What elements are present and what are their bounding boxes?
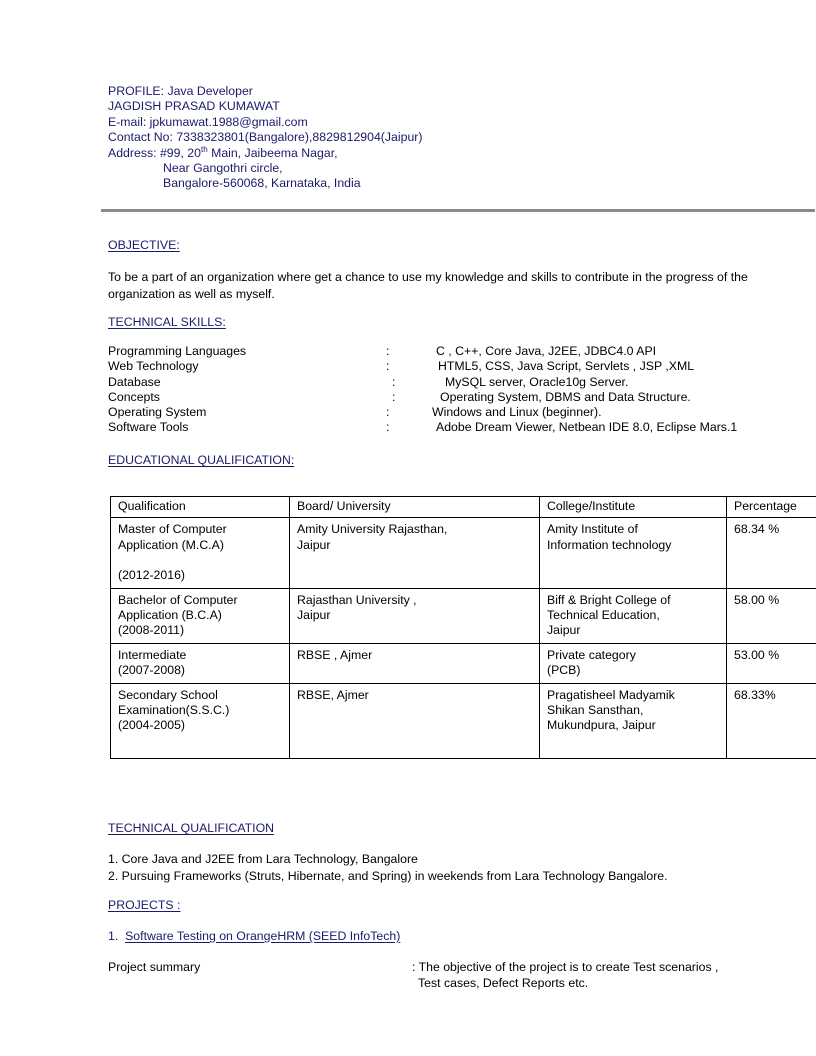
- cell-qualification: Bachelor of Computer Application (B.C.A) (2008-2011): [111, 588, 290, 643]
- column-header-qualification: Qualification: [111, 497, 290, 518]
- skill-value: MySQL server, Oracle10g Server.: [445, 374, 629, 389]
- cell-college: Private category (PCB): [540, 643, 727, 683]
- address-label: Address: #99, 20: [108, 145, 201, 160]
- project-item-title: Software Testing on OrangeHRM (SEED InfoTech): [125, 929, 401, 943]
- skill-row: [108, 375, 808, 390]
- cell-percentage: 53.00 %: [727, 643, 816, 683]
- cell-board: RBSE, Ajmer: [290, 683, 540, 758]
- contact-number-line: Contact No: 7338323801(Bangalore),8829812904(Jaipur): [108, 130, 423, 145]
- skill-value: Windows and Linux (beginner).: [432, 405, 602, 420]
- address-line-3: [108, 176, 422, 191]
- skill-label: Operating System: [108, 405, 207, 420]
- education-table: [110, 496, 816, 759]
- technical-skills-heading: TECHNICAL SKILLS:: [108, 315, 226, 329]
- address-locality: Near Gangothri circle,: [163, 161, 283, 176]
- education-heading: EDUCATIONAL QUALIFICATION:: [108, 453, 295, 467]
- skill-row: [108, 420, 808, 435]
- skill-row: [108, 405, 808, 420]
- profile-line: PROFILE: Java Developer: [108, 84, 253, 98]
- cell-board: RBSE , Ajmer: [290, 643, 540, 683]
- skill-row: [108, 344, 808, 359]
- column-header-board: Board/ University: [290, 497, 540, 518]
- list-item: 2. Pursuing Frameworks (Struts, Hibernate, and Spring) in weekends from Lara Technology Bangalore.: [108, 868, 668, 883]
- email-line: E-mail: jpkumawat.1988@gmail.com: [108, 114, 308, 129]
- address-line-2: [108, 161, 422, 176]
- objective-heading: OBJECTIVE:: [108, 238, 180, 252]
- address-ordinal-suffix: th: [200, 144, 208, 154]
- skill-value: Operating System, DBMS and Data Structure.: [440, 389, 691, 404]
- skill-label: Database: [108, 374, 161, 389]
- skill-separator: :: [386, 420, 390, 435]
- cell-qualification: Secondary School Examination(S.S.C.) (2004-2005): [111, 683, 290, 758]
- skill-label: Software Tools: [108, 420, 189, 435]
- objective-text: To be a part of an organization where get a chance to use my knowledge and skills to contribute in the progress of the organization as well as myself.: [108, 270, 748, 301]
- project-summary-line-1: : The objective of the project is to create Test scenarios ,: [412, 960, 719, 974]
- table-row: [111, 683, 816, 758]
- cell-qualification: Intermediate (2007-2008): [111, 643, 290, 683]
- project-summary-line-2: Test cases, Defect Reports etc.: [418, 975, 589, 990]
- skill-row: [108, 359, 808, 374]
- project-summary-label: Project summary: [108, 960, 201, 974]
- column-header-percentage: Percentage: [727, 497, 816, 518]
- address-street: Main, Jaibeema Nagar,: [207, 145, 338, 160]
- skill-separator: :: [392, 374, 396, 389]
- table-row: [111, 643, 816, 683]
- project-item-1: [108, 929, 400, 944]
- project-item-number: 1.: [108, 929, 119, 943]
- skill-value: C , C++, Core Java, J2EE, JDBC4.0 API: [436, 344, 657, 358]
- contact-header: [108, 84, 422, 192]
- skill-separator: :: [386, 344, 390, 358]
- cell-college: Amity Institute of Information technology: [540, 518, 727, 588]
- skill-label: Concepts: [108, 389, 160, 404]
- cell-percentage: 68.33%: [727, 683, 816, 758]
- cell-percentage: 58.00 %: [727, 588, 816, 643]
- cell-percentage: 68.34 %: [727, 518, 816, 588]
- cell-college: Biff & Bright College of Technical Education, Jaipur: [540, 588, 727, 643]
- skill-label: Web Technology: [108, 359, 199, 374]
- skill-separator: :: [386, 359, 390, 374]
- address-line-1: [108, 146, 422, 161]
- technical-qualification-heading: TECHNICAL QUALIFICATION: [108, 821, 275, 835]
- table-header-row: [111, 497, 816, 518]
- cell-board: Rajasthan University , Jaipur: [290, 588, 540, 643]
- table-row: [111, 518, 816, 588]
- header-divider: [101, 209, 815, 212]
- skill-separator: :: [392, 389, 396, 404]
- skill-separator: :: [386, 405, 390, 420]
- address-city-state: Bangalore-560068, Karnataka, India: [163, 176, 361, 191]
- skill-row: [108, 390, 808, 405]
- technical-qualification-list: [108, 851, 668, 884]
- technical-skills-list: [108, 344, 808, 436]
- column-header-college: College/Institute: [540, 497, 727, 518]
- list-item: 1. Core Java and J2EE from Lara Technology, Bangalore: [108, 852, 418, 866]
- candidate-name: JAGDISH PRASAD KUMAWAT: [108, 99, 280, 114]
- project-summary-value: [412, 960, 718, 992]
- table-row: [111, 588, 816, 643]
- projects-heading: PROJECTS :: [108, 898, 181, 912]
- skill-label: Programming Languages: [108, 344, 247, 358]
- cell-qualification: Master of Computer Application (M.C.A) (2012-2016): [111, 518, 290, 588]
- cell-college: Pragatisheel Madyamik Shikan Sansthan, Mukundpura, Jaipur: [540, 683, 727, 758]
- skill-value: Adobe Dream Viewer, Netbean IDE 8.0, Eclipse Mars.1: [436, 420, 738, 435]
- cell-board: Amity University Rajasthan, Jaipur: [290, 518, 540, 588]
- skill-value: HTML5, CSS, Java Script, Servlets , JSP ,XML: [438, 359, 695, 374]
